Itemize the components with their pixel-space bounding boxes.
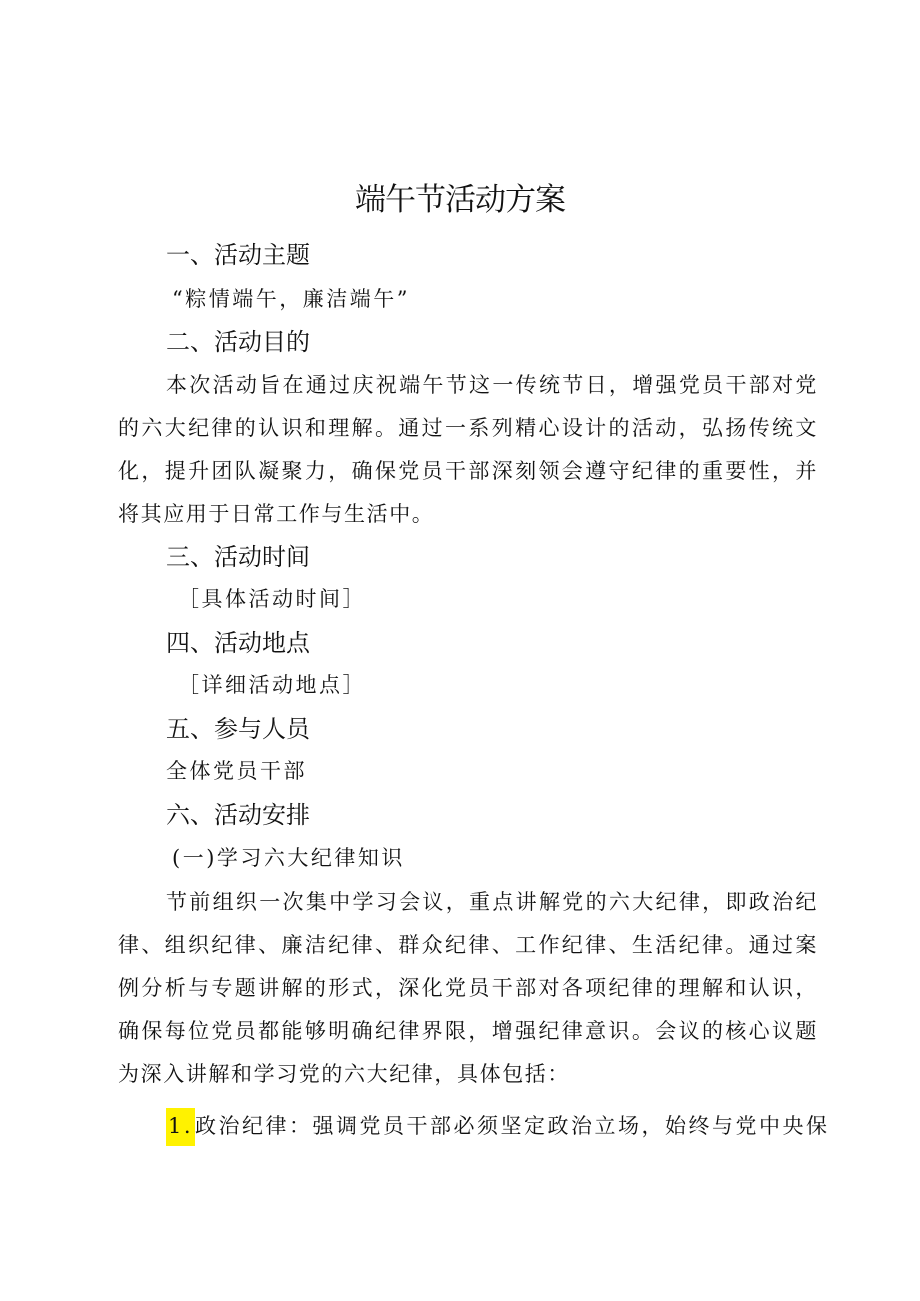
list-item-1 (166, 1110, 830, 1140)
section-heading-time: 三、活动时间 (166, 543, 310, 571)
purpose-paragraph: 本次活动旨在通过庆祝端午节这一传统节日，增强党员干部对党的六大纪律的认识和理解。通过一系列精心设计的活动，弘扬传统文化，提升团队凝聚力，确保党员干部深刻领会遵守纪律的重要性，并将其应用于日常工作与生活中。 (118, 373, 818, 526)
place-text: ［详细活动地点］ (178, 673, 366, 697)
theme-text: “粽情端午，廉洁端午” (172, 287, 410, 311)
page-title: 端午节活动方案 (355, 182, 565, 218)
section-heading-theme: 一、活动主题 (166, 241, 310, 269)
item-number-highlight: 1. (166, 1108, 195, 1146)
time-text: ［具体活动时间］ (178, 587, 366, 611)
section-heading-schedule: 六、活动安排 (166, 801, 310, 829)
section-heading-purpose: 二、活动目的 (166, 328, 310, 356)
section-heading-place: 四、活动地点 (166, 629, 310, 657)
people-text: 全体党员干部 (166, 759, 307, 783)
section-heading-people: 五、参与人员 (166, 715, 310, 743)
item-text: 政治纪律：强调党员干部必须坚定政治立场，始终与党中央保 (195, 1114, 830, 1138)
schedule-paragraph: 节前组织一次集中学习会议，重点讲解党的六大纪律，即政治纪律、组织纪律、廉洁纪律、群众纪律、工作纪律、生活纪律。通过案例分析与专题讲解的形式，深化党员干部对各项纪律的理解和认识，确保每位党员都能够明确纪律界限，增强纪律意识。会议的核心议题为深入讲解和学习党的六大纪律，具体包括： (118, 890, 818, 1086)
schedule-subheading-1: (一)学习六大纪律知识 (172, 846, 405, 870)
